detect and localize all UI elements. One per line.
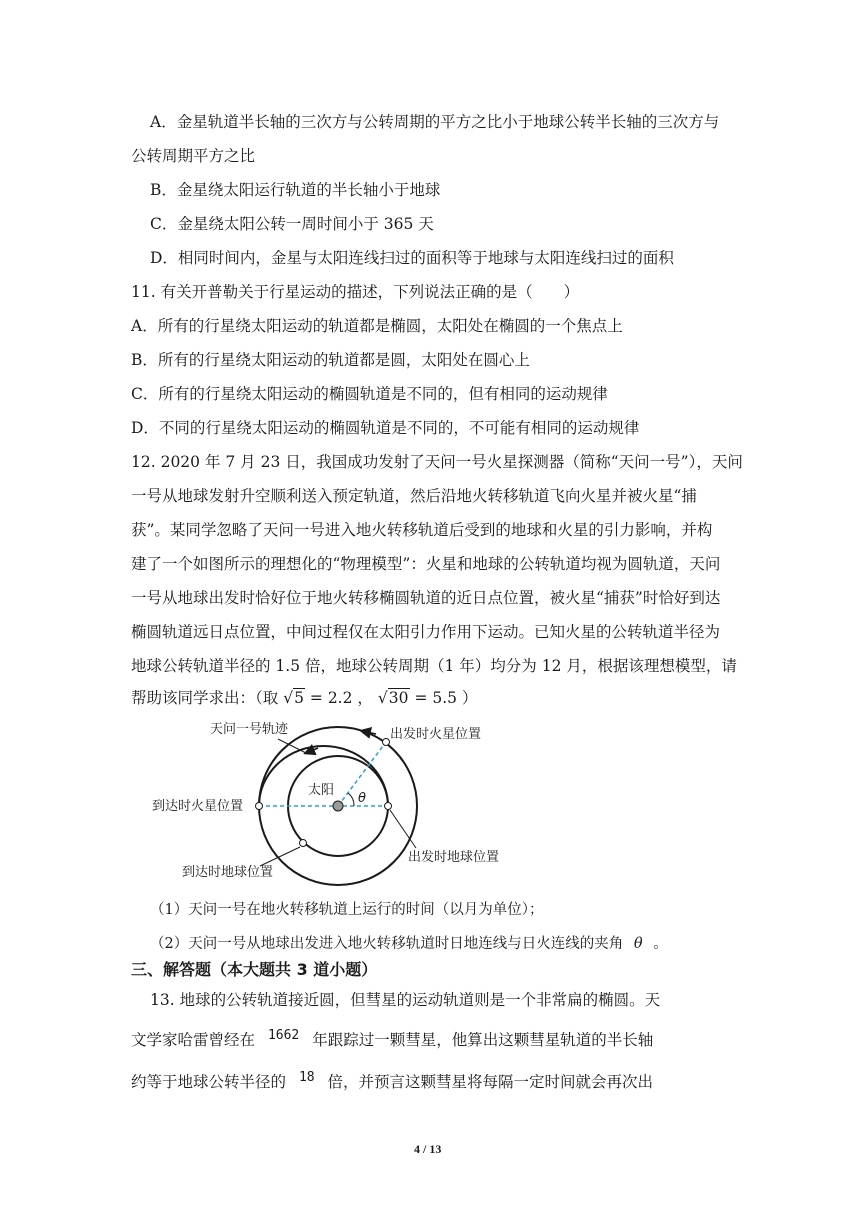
q12-line-8-prefix: 帮助该同学求出：（取 [131,689,279,707]
q12-line-3: 获”。某同学忽略了天问一号进入地火转移轨道后受到的地球和火星的引力影响，并构 [131,521,713,539]
q10-option-c: C．金星绕太阳公转一周时间小于 365 天 [150,215,434,233]
number-18: 18 [298,1070,315,1085]
q10-option-a-line1: A．金星轨道半长轴的三次方与公转周期的平方之比小于地球公转半长轴的三次方与 [150,113,720,131]
q11-option-a: A．所有的行星绕太阳运动的轨道都是椭圆，太阳处在椭圆的一个焦点上 [131,317,623,335]
label-earth-depart: 出发时地球位置 [408,850,500,865]
label-theta: θ [358,791,366,806]
q13-line-2 [131,1030,653,1052]
q10-option-a-line2: 公转周期平方之比 [131,147,256,165]
q12-line-7: 地球公转轨道半径的 1.5 倍，地球公转周期（1 年）均分为 12 月，根据该理想模型，请 [131,657,737,675]
sqrt-5-value: = 2.2 [309,689,353,707]
q12-line-1: 12. 2020 年 7 月 23 日，我国成功发射了天问一号火星探测器（简称“天问一号”），天问 [131,453,743,471]
q13-line-3-a: 约等于地球公转半径的 [131,1073,287,1091]
page-number: 4 / 13 [414,1142,442,1156]
year-1662: 1662 [267,1028,300,1043]
q13-line-3 [131,1072,653,1094]
sun-marker [333,801,343,811]
q12-line-8 [131,688,477,708]
q10-option-d: D．相同时间内，金星与太阳连线扫过的面积等于地球与太阳连线扫过的面积 [150,249,674,267]
q13-line-2-b: 年跟踪过一颗彗星，他算出这颗彗星轨道的半长轴 [312,1031,654,1049]
q12-line-4: 建了一个如图所示的理想化的“物理模型”：火星和地球的公转轨道均视为圆轨道，天问 [131,555,721,573]
q13-line-2-a: 文学家哈雷曾经在 [131,1031,256,1049]
label-sun: 太阳 [308,783,335,798]
q12-line-5: 一号从地球出发时恰好位于地火转移椭圆轨道的近日点位置，被火星“捕获”时恰好到达 [131,589,721,607]
q11-option-c: C．所有的行星绕太阳运动的椭圆轨道是不同的，但有相同的运动规律 [131,385,608,403]
q13-line-1: 13. 地球的公转轨道接近圆，但彗星的运动轨道则是一个非常扁的椭圆。天 [150,991,661,1009]
label-track: 天问一号轨迹 [210,722,289,737]
q12-sub-1: （1）天问一号在地火转移轨道上运行的时间（以月为单位）； [150,902,544,918]
q10-option-b: B．金星绕太阳运行轨道的半长轴小于地球 [150,181,441,199]
trajectory-arrow [306,748,318,753]
theta-symbol: θ [633,936,643,952]
sqrt-5-radicand: 5 [294,689,304,707]
q11-option-d: D．不同的行星绕太阳运动的椭圆轨道是不同的，不可能有相同的运动规律 [131,419,640,437]
section-3-title: 三、解答题（本大题共 3 道小题） [131,960,378,979]
q13-line-3-b: 倍，并预言这颗彗星将每隔一定时间就会再次出 [327,1073,654,1091]
label-earth-arrive: 到达时地球位置 [182,865,274,880]
sqrt-30-value: = 5.5 [414,689,458,707]
q12-sub-2-prefix: （2）天问一号从地球出发进入地火转移轨道时日地连线与日火连线的夹角 [150,936,624,952]
earth-depart-marker [385,803,392,810]
sqrt-5-expression: √5 [283,689,304,707]
q12-line-2: 一号从地球发射升空顺利送入预定轨道，然后沿地火转移轨道飞向火星并被火星“捕 [131,487,697,505]
mars-arrive-marker [256,803,263,810]
label-mars-depart: 出发时火星位置 [390,727,482,742]
theta-arc [348,793,354,806]
sqrt-30-radicand: 30 [388,689,409,707]
q12-sub-2 [150,934,668,954]
earth-arrive-leader [260,847,300,866]
q11-option-b: B．所有的行星绕太阳运动的轨道都是圆，太阳处在圆心上 [131,351,530,369]
q12-line-6: 椭圆轨道远日点位置，中间过程仅在太阳引力作用下运动。已知火星的公转轨道半径为 [131,623,721,641]
q11-stem: 11. 有关开普勒关于行星运动的描述，下列说法正确的是（ ） [131,283,580,301]
mars-depart-marker [383,739,390,746]
earth-arrive-marker [300,840,307,847]
earth-depart-leader [390,810,416,848]
close-paren: ） [461,689,478,707]
q12-sub-2-suffix: 。 [653,936,668,952]
orbit-diagram [140,716,530,894]
label-mars-arrive: 到达时火星位置 [152,799,244,814]
comma-separator: ， [357,689,373,707]
sqrt-30-expression: √30 [377,689,409,707]
